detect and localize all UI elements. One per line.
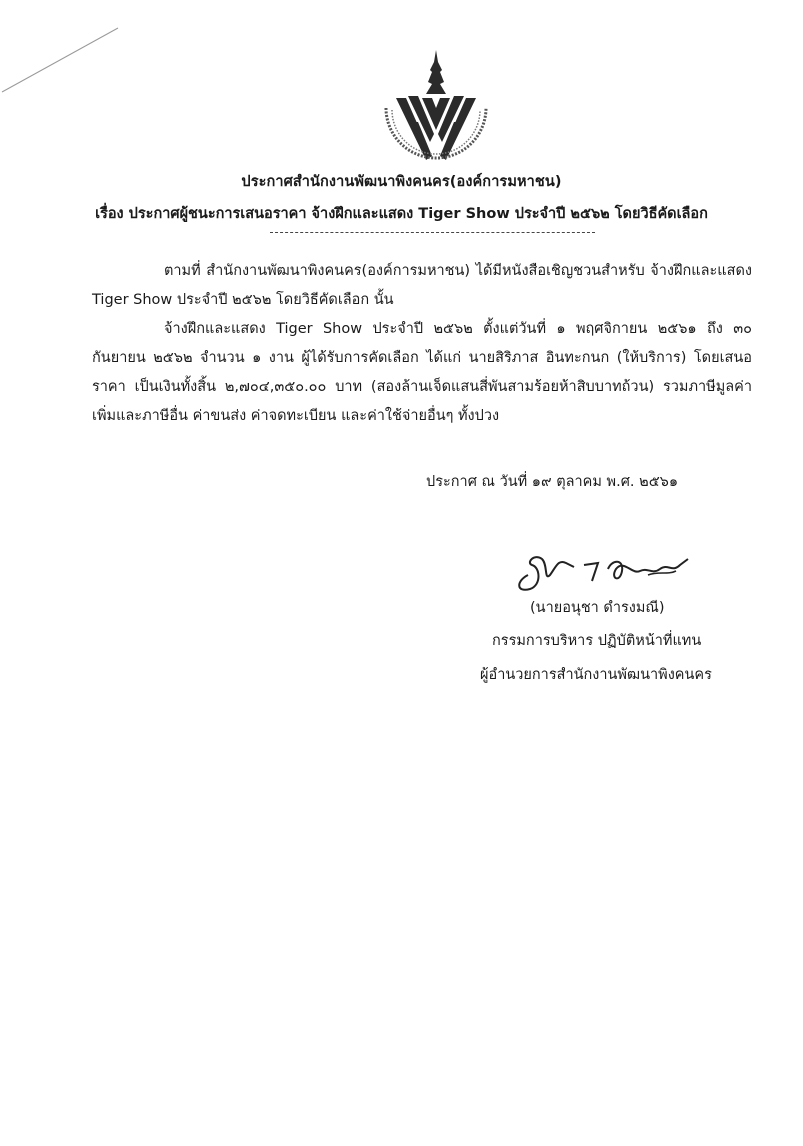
signatory-name: (นายอนุชา ดำรงมณี) [530,600,665,616]
body-paragraph-2: จ้างฝึกและแสดง Tiger Show ประจำปี ๒๕๖๒ ตั้งแต่วันที่ ๑ พฤศจิกายน ๒๕๖๑ ถึง ๓๐ กันยายน ๒๕๖๒ จำนวน ๑ งาน ผู้ได้รับการคัดเลือก ได้แก่ นายสิริภาส อินทะกนก (ให้บริการ) โดยเสนอราคา เป็นเงินทั้งสิ้น ๒,๗๐๔,๓๕๐.๐๐ บาท (สองล้านเจ็ดแสนสี่พันสามร้อยห้าสิบบาทถ้วน) รวมภาษีมูลค่าเพิ่มและภาษีอื่น ค่าขนส่ง ค่าจดทะเบียน และค่าใช้จ่ายอื่นๆ ทั้งปวง [92,321,752,424]
signatory-position-1: กรรมการบริหาร ปฏิบัติหน้าที่แทน [492,633,702,649]
body-paragraph-1: ตามที่ สำนักงานพัฒนาพิงคนคร(องค์การมหาชน) ได้มีหนังสือเชิญชวนสำหรับ จ้างฝึกและแสดง Tiger Show ประจำปี ๒๕๖๒ โดยวิธีคัดเลือก นั้น [92,263,752,308]
document-body [92,257,752,431]
document-title: ประกาศสำนักงานพัฒนาพิงคนคร(องค์การมหาชน) [241,174,562,190]
dashed-divider [270,232,595,233]
signatory-position-2: ผู้อำนวยการสำนักงานพัฒนาพิงคนคร [480,667,712,683]
document-subject: เรื่อง ประกาศผู้ชนะการเสนอราคา จ้างฝึกและแสดง Tiger Show ประจำปี ๒๕๖๒ โดยวิธีคัดเลือก [95,206,708,222]
organization-logo-icon [372,48,500,173]
handwritten-signature [512,545,702,597]
announcement-date: ประกาศ ณ วันที่ ๑๙ ตุลาคม พ.ศ. ๒๕๖๑ [426,474,679,490]
